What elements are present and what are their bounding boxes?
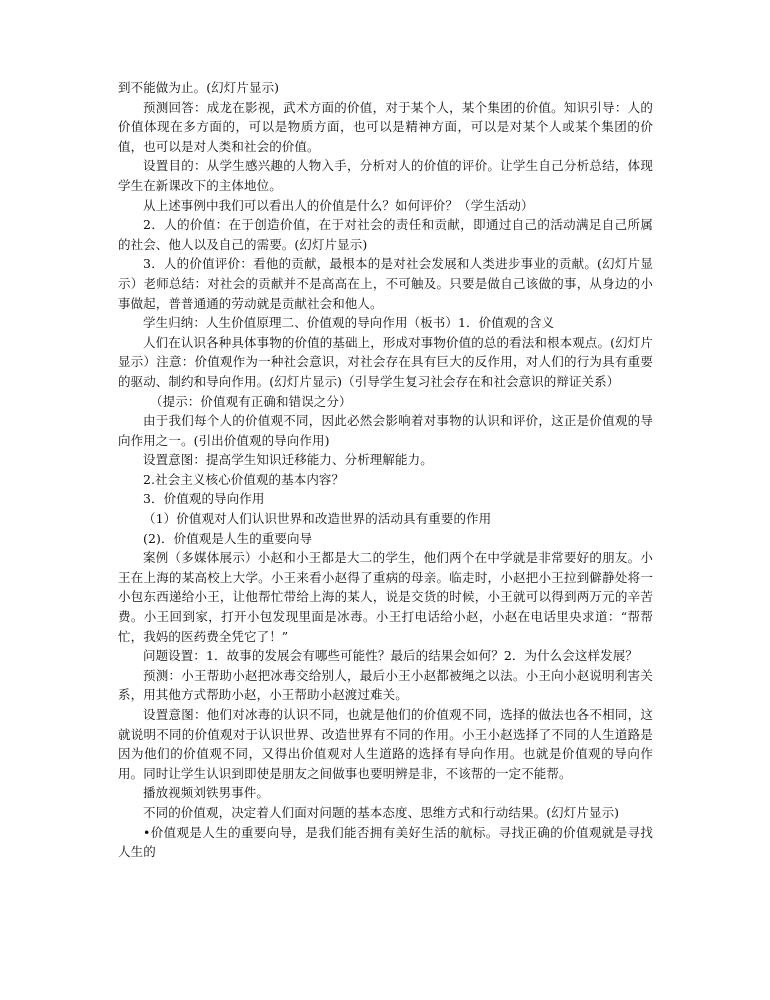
paragraph: 预测回答：成龙在影视，武术方面的价值，对于某个人，某个集团的价值。知识引导：人的价值体现在多方面的，可以是物质方面，也可以是精神方面，可以是对某个人或某个集团的价值，也可以是对人类和社会的价值。 xyxy=(118,99,653,154)
paragraph: 设置意图：提高学生知识迁移能力、分析理解能力。 xyxy=(143,452,433,468)
paragraph: 2.社会主义核心价值观的基本内容？ xyxy=(143,471,345,487)
paragraph: 播放视频刘铁男事件。 xyxy=(143,785,270,801)
paragraph: 2．人的价值：在于创造价值，在于对社会的责任和贡献，即通过自己的活动满足自己所属的社会、他人以及自己的需要。(幻灯片显示) xyxy=(118,217,653,252)
paragraph: (2)．价值观是人生的重要向导 xyxy=(143,530,313,546)
paragraph: 问题设置：1．故事的发展会有哪些可能性？最后的结果会如何？2．为什么会这样发展？ xyxy=(143,648,638,664)
paragraph: 学生归纳：人生价值原理二、价值观的导向作用（板书）1．价值观的含义 xyxy=(143,315,555,331)
document-page xyxy=(118,78,653,862)
paragraph: 从上述事例中我们可以看出人的价值是什么？如何评价？（学生活动） xyxy=(143,197,534,213)
paragraph: •价值观是人生的重要向导，是我们能否拥有美好生活的航标。寻找正确的价值观就是寻找人生的 xyxy=(118,824,653,860)
paragraph: 由于我们每个人的价值观不同，因此必然会影响着对事物的认识和评价，这正是价值观的导向作用之一。(引出价值观的导向作用) xyxy=(118,413,653,448)
paragraph: 人们在认识各种具体事物的价值的基础上，形成对事物价值的总的看法和根本观点。(幻灯片显示）注意：价值观作为一种社会意识，对社会存在具有巨大的反作用，对人们的行为具有重要的驱动、制约和导向作用。(幻灯片显示)（引导学生复习社会存在和社会意识的辩证关系） xyxy=(118,334,653,389)
paragraph: 3．人的价值评价：看他的贡献，最根本的是对社会发展和人类进步事业的贡献。(幻灯片显示）老师总结：对社会的贡献并不是高高在上，不可触及。只要是做自己该做的事，从身边的小事做起，普普通通的劳动就是贡献社会和他人。 xyxy=(118,256,653,311)
paragraph: （提示：价值观有正确和错误之分） xyxy=(150,393,352,409)
paragraph: 案例（多媒体展示）小赵和小王都是大二的学生，他们两个在中学就是非常要好的朋友。小王在上海的某高校上大学。小王来看小赵得了重病的母亲。临走时，小赵把小王拉到僻静处将一小包东西递给小王，让他帮忙带给上海的某人，说是交货的时候，小王就可以得到两万元的辛苦费。小王回到家，打开小包发现里面是冰毒。小王打电话给小赵，小赵在电话里央求道：“帮帮忙，我妈的医药费全凭它了！” xyxy=(118,550,653,644)
paragraph: （1）价值观对人们认识世界和改造世界的活动具有重要的作用 xyxy=(143,511,492,527)
paragraph: 不同的价值观，决定着人们面对问题的基本态度、思维方式和行动结果。(幻灯片显示) xyxy=(143,804,620,820)
paragraph: 预测：小王帮助小赵把冰毒交给别人，最后小王小赵都被绳之以法。小王向小赵说明利害关系，用其他方式帮助小赵，小王帮助小赵渡过难关。 xyxy=(118,667,653,703)
paragraph: 3．价值观的导向作用 xyxy=(143,491,265,507)
paragraph: 设置意图：他们对冰毒的认识不同，也就是他们的价值观不同，选择的做法也各不相同，这就说明不同的价值观对于认识世界、改造世界有不同的作用。小王小赵选择了不同的人生道路是因为他们的价值观不同，又得出价值观对人生道路的选择有导向作用。也就是价值观的导向作用。同时让学生认识到即使是朋友之间做事也要明辨是非，不该帮的一定不能帮。 xyxy=(118,707,653,781)
paragraph: 设置目的：从学生感兴趣的人物入手，分析对人的价值的评价。让学生自己分析总结，体现学生在新课改下的主体地位。 xyxy=(118,158,653,193)
paragraph: 到不能做为止。(幻灯片显示) xyxy=(118,80,280,95)
